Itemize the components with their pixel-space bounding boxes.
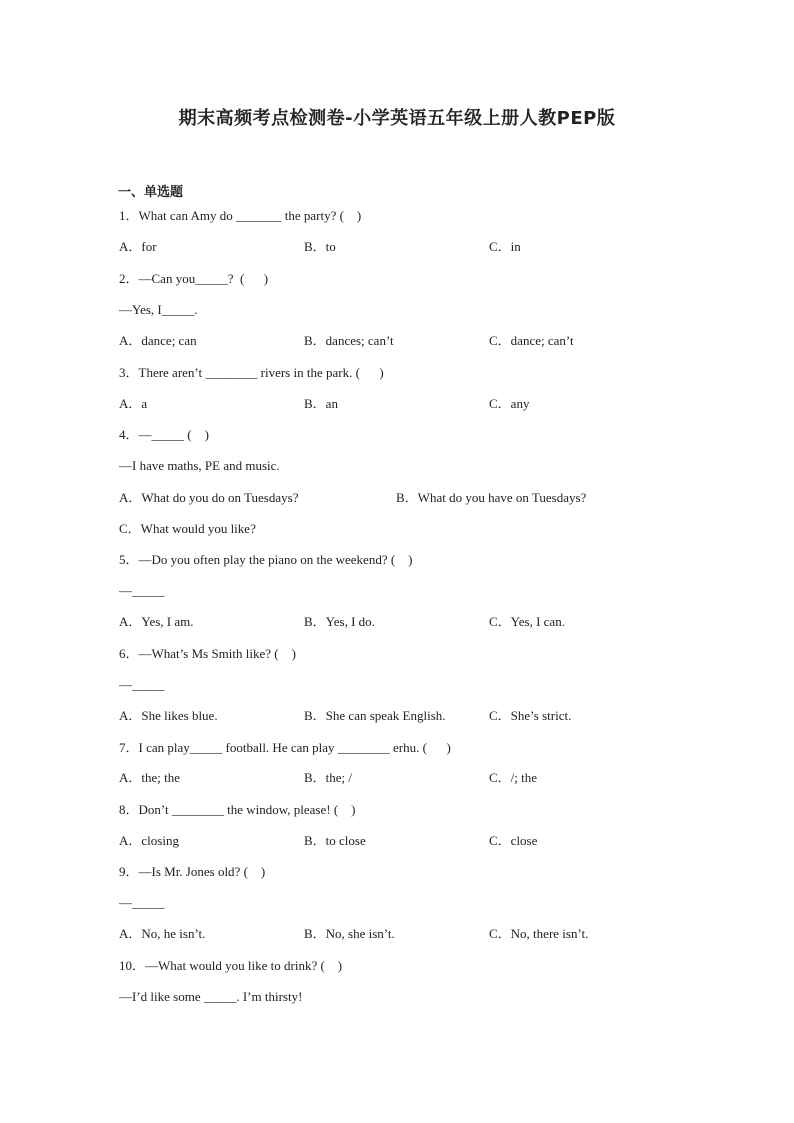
question-5-option-a: A．Yes, I am. — [119, 614, 194, 629]
question-2-option-c: C．dance; can’t — [489, 333, 574, 348]
question-7-stem: 7．I can play_____ football. He can play ________ erhu. ( ) — [119, 740, 451, 755]
question-1-stem: 1．What can Amy do _______ the party? ( ) — [119, 208, 362, 223]
question-5-option-b: B．Yes, I do. — [304, 614, 375, 629]
question-6-answer-line: —_____ — [119, 677, 165, 692]
question-2-stem: 2．—Can you_____? ( ) — [119, 271, 269, 286]
question-9-option-b: B．No, she isn’t. — [304, 926, 395, 941]
question-7-option-c: C．/; the — [489, 770, 538, 785]
question-6-option-c: C．She’s strict. — [489, 708, 572, 723]
question-2-answer-line: —Yes, I_____. — [119, 302, 198, 317]
question-9-option-c: C．No, there isn’t. — [489, 926, 589, 941]
question-6-option-a: A．She likes blue. — [119, 708, 218, 723]
question-1-option-a: A．for — [119, 239, 157, 254]
question-4-option-a: A．What do you do on Tuesdays? — [119, 490, 299, 505]
question-5-option-c: C．Yes, I can. — [489, 614, 565, 629]
question-5-stem: 5．—Do you often play the piano on the weekend? ( ) — [119, 552, 413, 567]
question-8-option-a: A．closing — [119, 833, 179, 848]
question-3-option-a: A．a — [119, 396, 148, 411]
question-9-answer-line: —_____ — [119, 895, 165, 910]
question-10-stem: 10．—What would you like to drink? ( ) — [119, 958, 343, 973]
question-7-option-b: B．the; / — [304, 770, 353, 785]
question-4-option-b: B．What do you have on Tuesdays? — [396, 490, 587, 505]
question-3-option-b: B．an — [304, 396, 338, 411]
question-3-stem: 3．There aren’t ________ rivers in the park. ( ) — [119, 365, 384, 380]
document-title: 期末高频考点检测卷-小学英语五年级上册人教PEP版 — [178, 108, 616, 129]
question-8-option-c: C．close — [489, 833, 538, 848]
question-3-option-c: C．any — [489, 396, 530, 411]
question-6-stem: 6．—What’s Ms Smith like? ( ) — [119, 646, 296, 661]
question-10-answer-line: —I’d like some _____. I’m thirsty! — [119, 989, 303, 1004]
question-7-option-a: A．the; the — [119, 770, 181, 785]
question-4-option-c: C．What would you like? — [119, 521, 256, 536]
question-5-answer-line: —_____ — [119, 583, 165, 598]
question-4-answer-line: —I have maths, PE and music. — [119, 458, 280, 473]
question-9-stem: 9．—Is Mr. Jones old? ( ) — [119, 864, 266, 879]
question-8-option-b: B．to close — [304, 833, 366, 848]
question-4-stem: 4．—_____ ( ) — [119, 427, 209, 442]
question-8-stem: 8．Don’t ________ the window, please! ( ) — [119, 802, 356, 817]
question-2-option-a: A．dance; can — [119, 333, 197, 348]
section-heading: 一、单选题 — [118, 185, 184, 200]
question-6-option-b: B．She can speak English. — [304, 708, 446, 723]
question-1-option-b: B．to — [304, 239, 336, 254]
question-2-option-b: B．dances; can’t — [304, 333, 394, 348]
question-1-option-c: C．in — [489, 239, 521, 254]
question-9-option-a: A．No, he isn’t. — [119, 926, 206, 941]
